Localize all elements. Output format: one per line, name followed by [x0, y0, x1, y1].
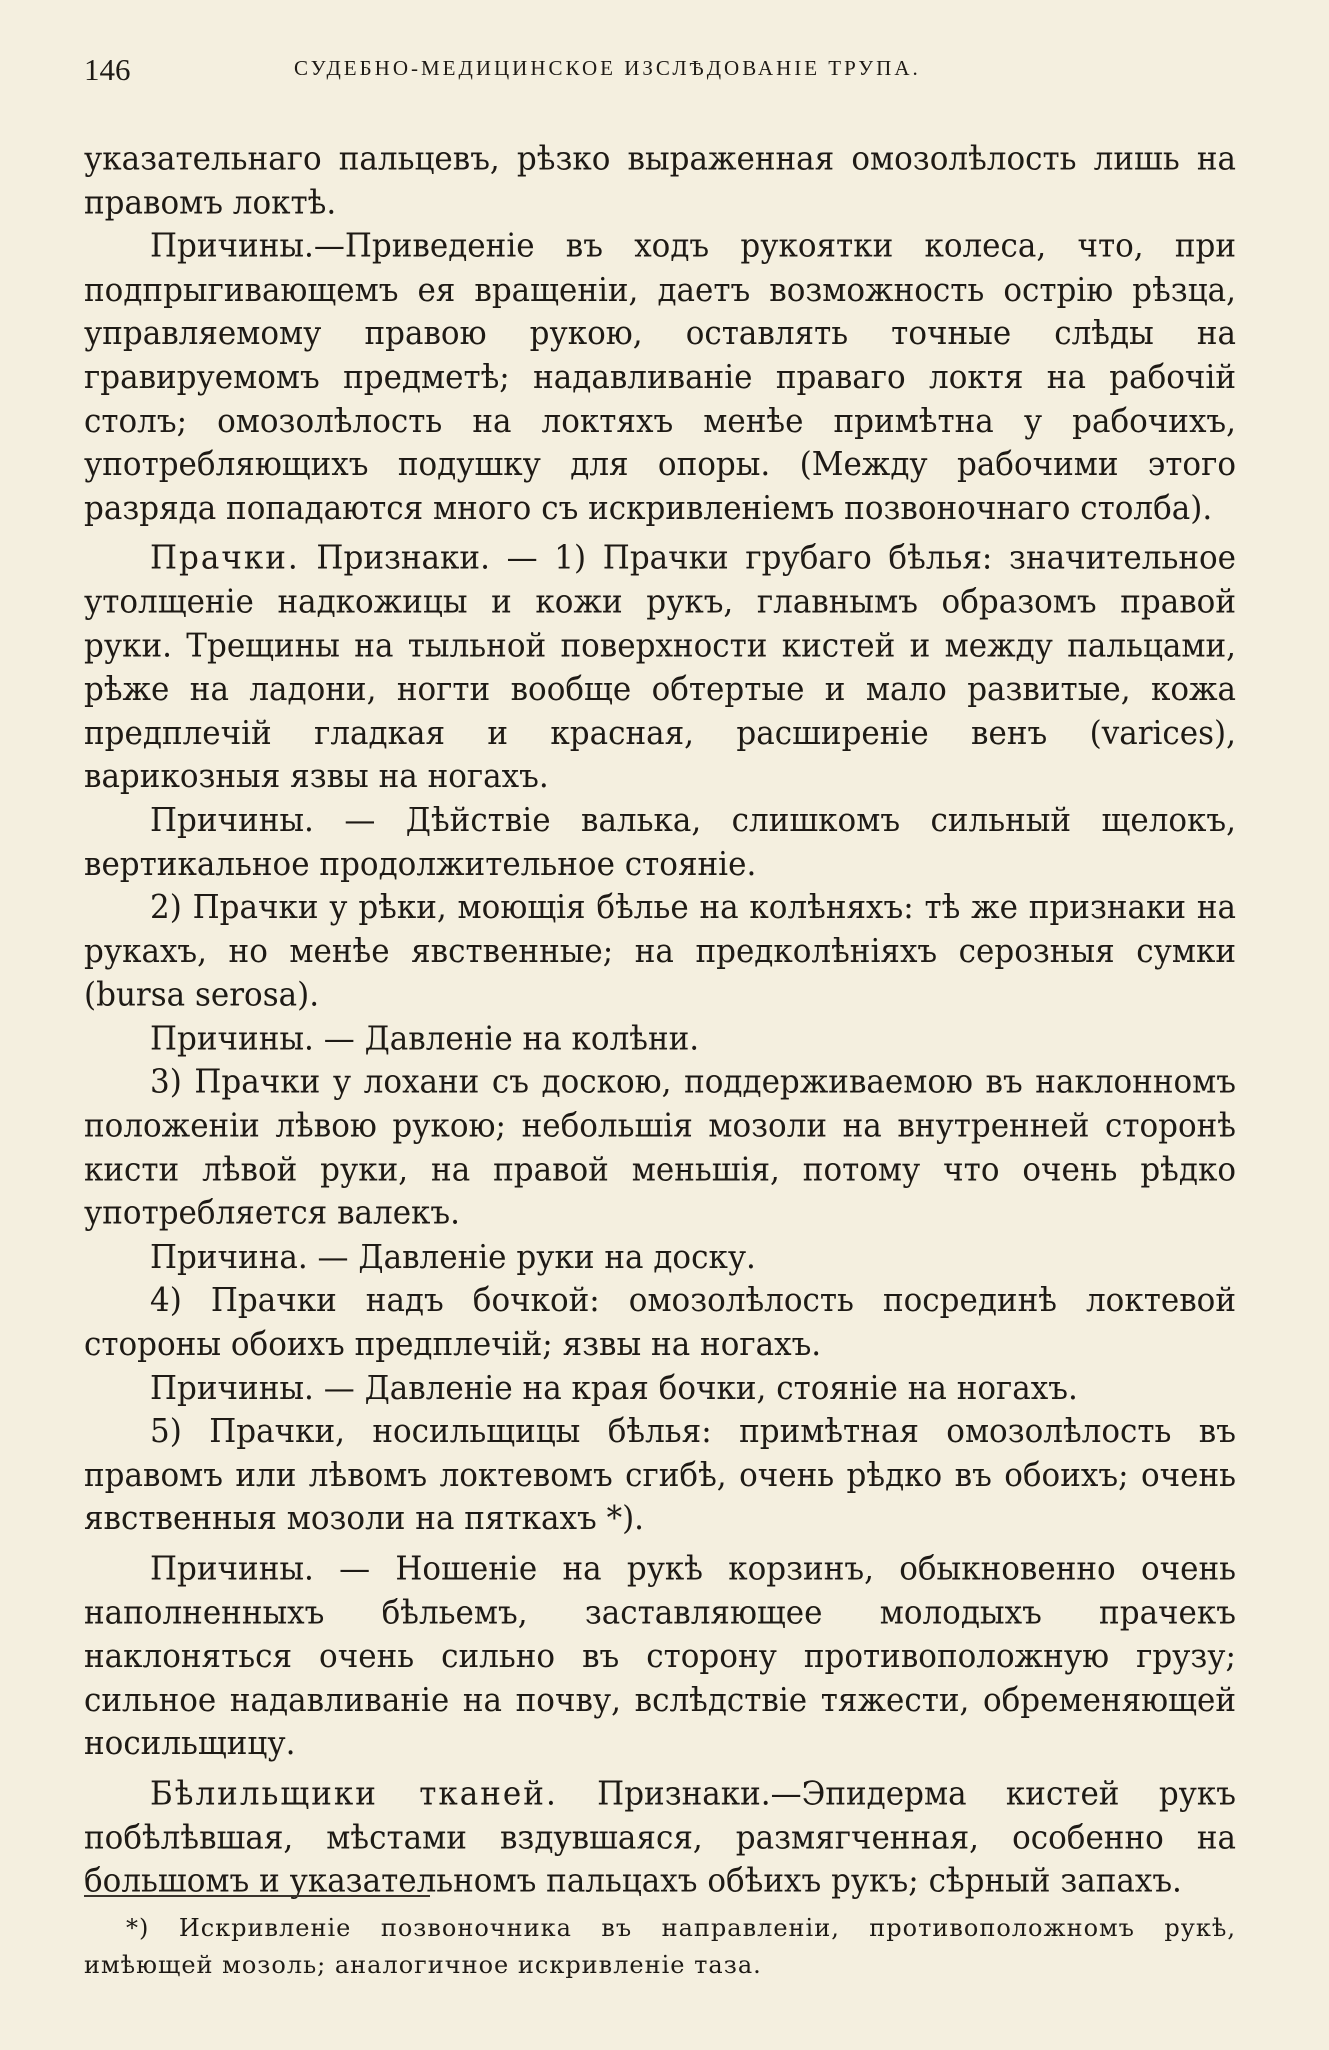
paragraph-text: 2) Прачки у рѣки, моющія бѣлье на колѣняхъ: тѣ же признаки на рукахъ, но менѣе явственные; на предколѣніяхъ серозныя сумки (bursa serosa). [84, 888, 1236, 1014]
paragraph-text: 4) Прачки надъ бочкой: омозолѣлость посрединѣ локтевой стороны обоихъ предплечій; язвы на ногахъ. [84, 1281, 1236, 1364]
paragraph-laundresses-signs [84, 537, 1236, 799]
running-head [84, 52, 1245, 92]
body-text [84, 138, 1236, 1904]
paragraph-text: Причины. — Давленіе на колѣни. [150, 1019, 700, 1058]
paragraph-board-laundresses [84, 1061, 1236, 1236]
page-number: 146 [84, 52, 131, 87]
paragraph-text: 5) Прачки, носильщицы бѣлья: примѣтная омозолѣлость въ правомъ или лѣвомъ локтевомъ сгибѣ, очень рѣдко въ обоихъ; очень явственныя мозоли на пяткахъ *). [84, 1412, 1236, 1539]
footnote-text: *) Искривленіе позвоночника въ направленіи, противоположномъ рукѣ, имѣющей мозоль; аналогичное искривленіе таза. [84, 1914, 1236, 1979]
running-title: СУДЕБНО-МЕДИЦИНСКОЕ ИЗСЛѢДОВАНІЕ ТРУПА. [294, 56, 921, 80]
paragraph-text: Признаки. — 1) Прачки грубаго бѣлья: значительное утолщеніе надкожицы и кожи рукъ, главнымъ образомъ правой руки. Трещины на тыльной поверхности кистей и между пальцами, рѣже на ладони, ногти вообще обтертые и мало развитые, кожа предплечій гладкая и красная, расширеніе венъ (varices), варикозныя язвы на ногахъ. [84, 539, 1236, 796]
paragraph-causes-1 [84, 799, 1236, 886]
paragraph-causes-5 [84, 1548, 1236, 1766]
paragraph-bleachers-signs [84, 1773, 1236, 1904]
paragraph-text: Признаки.—Эпидерма кистей рукъ побѣлѣвшая, мѣстами вздувшаяся, размягченная, особенно на большомъ и указательномъ пальцахъ обѣихъ рукъ; сѣрный запахъ. [84, 1774, 1236, 1901]
paragraph-causes-4 [84, 1367, 1236, 1411]
paragraph-text: Причины.—Приведеніе въ ходъ рукоятки колеса, что, при подпрыгивающемъ ея вращеніи, даетъ возможность острію рѣзца, управляемому правою рукою, оставлять точные слѣды на гравируемомъ предметѣ; надавливаніе праваго локтя на рабочій столъ; омозолѣлость на локтяхъ менѣе примѣтна у рабочихъ, употребляющихъ подушку для опоры. (Между рабочими этого разряда попадаются много съ искривленіемъ позвоночнаго столба). [84, 227, 1236, 528]
paragraph-text: Причины. — Ношеніе на рукѣ корзинъ, обыкновенно очень наполненныхъ бѣльемъ, заставляющее молодыхъ прачекъ наклоняться очень сильно въ сторону противоположную грузу; сильное надавливаніе на почву, вслѣдствіе тяжести, обременяющей носильщицу. [84, 1550, 1236, 1763]
paragraph-carrier-laundresses [84, 1411, 1236, 1542]
paragraph-text: Причины. — Давленіе на края бочки, стояніе на ногахъ. [150, 1369, 1078, 1408]
paragraph-river-laundresses [84, 887, 1236, 1018]
footnote-rule [84, 1895, 430, 1897]
paragraph-continuation [84, 138, 1236, 225]
paragraph-text: Причины. — Дѣйствіе валька, слишкомъ сильный щелокъ, вертикальное продолжительное стояніе. [84, 801, 1236, 883]
paragraph-barrel-laundresses [84, 1280, 1236, 1367]
paragraph-text: 3) Прачки у лохани съ доскою, поддерживаемою въ наклонномъ положеніи лѣвою рукою; небольшія мозоли на внутренней сторонѣ кисти лѣвой руки, на правой меньшія, потому что очень рѣдко употребляется валекъ. [84, 1063, 1236, 1233]
paragraph-cause-3 [84, 1236, 1236, 1280]
paragraph-causes-2 [84, 1018, 1236, 1062]
paragraph-text: указательнаго пальцевъ, рѣзко выраженная омозолѣлость лишь на правомъ локтѣ. [84, 140, 1236, 222]
paragraph-engravers-causes [84, 225, 1236, 531]
footnote [84, 1910, 1236, 1984]
section-heading: Бѣлильщики тканей. [150, 1774, 558, 1813]
section-heading: Прачки. [150, 539, 300, 578]
paragraph-text: Причина. — Давленіе руки на доску. [150, 1238, 756, 1277]
